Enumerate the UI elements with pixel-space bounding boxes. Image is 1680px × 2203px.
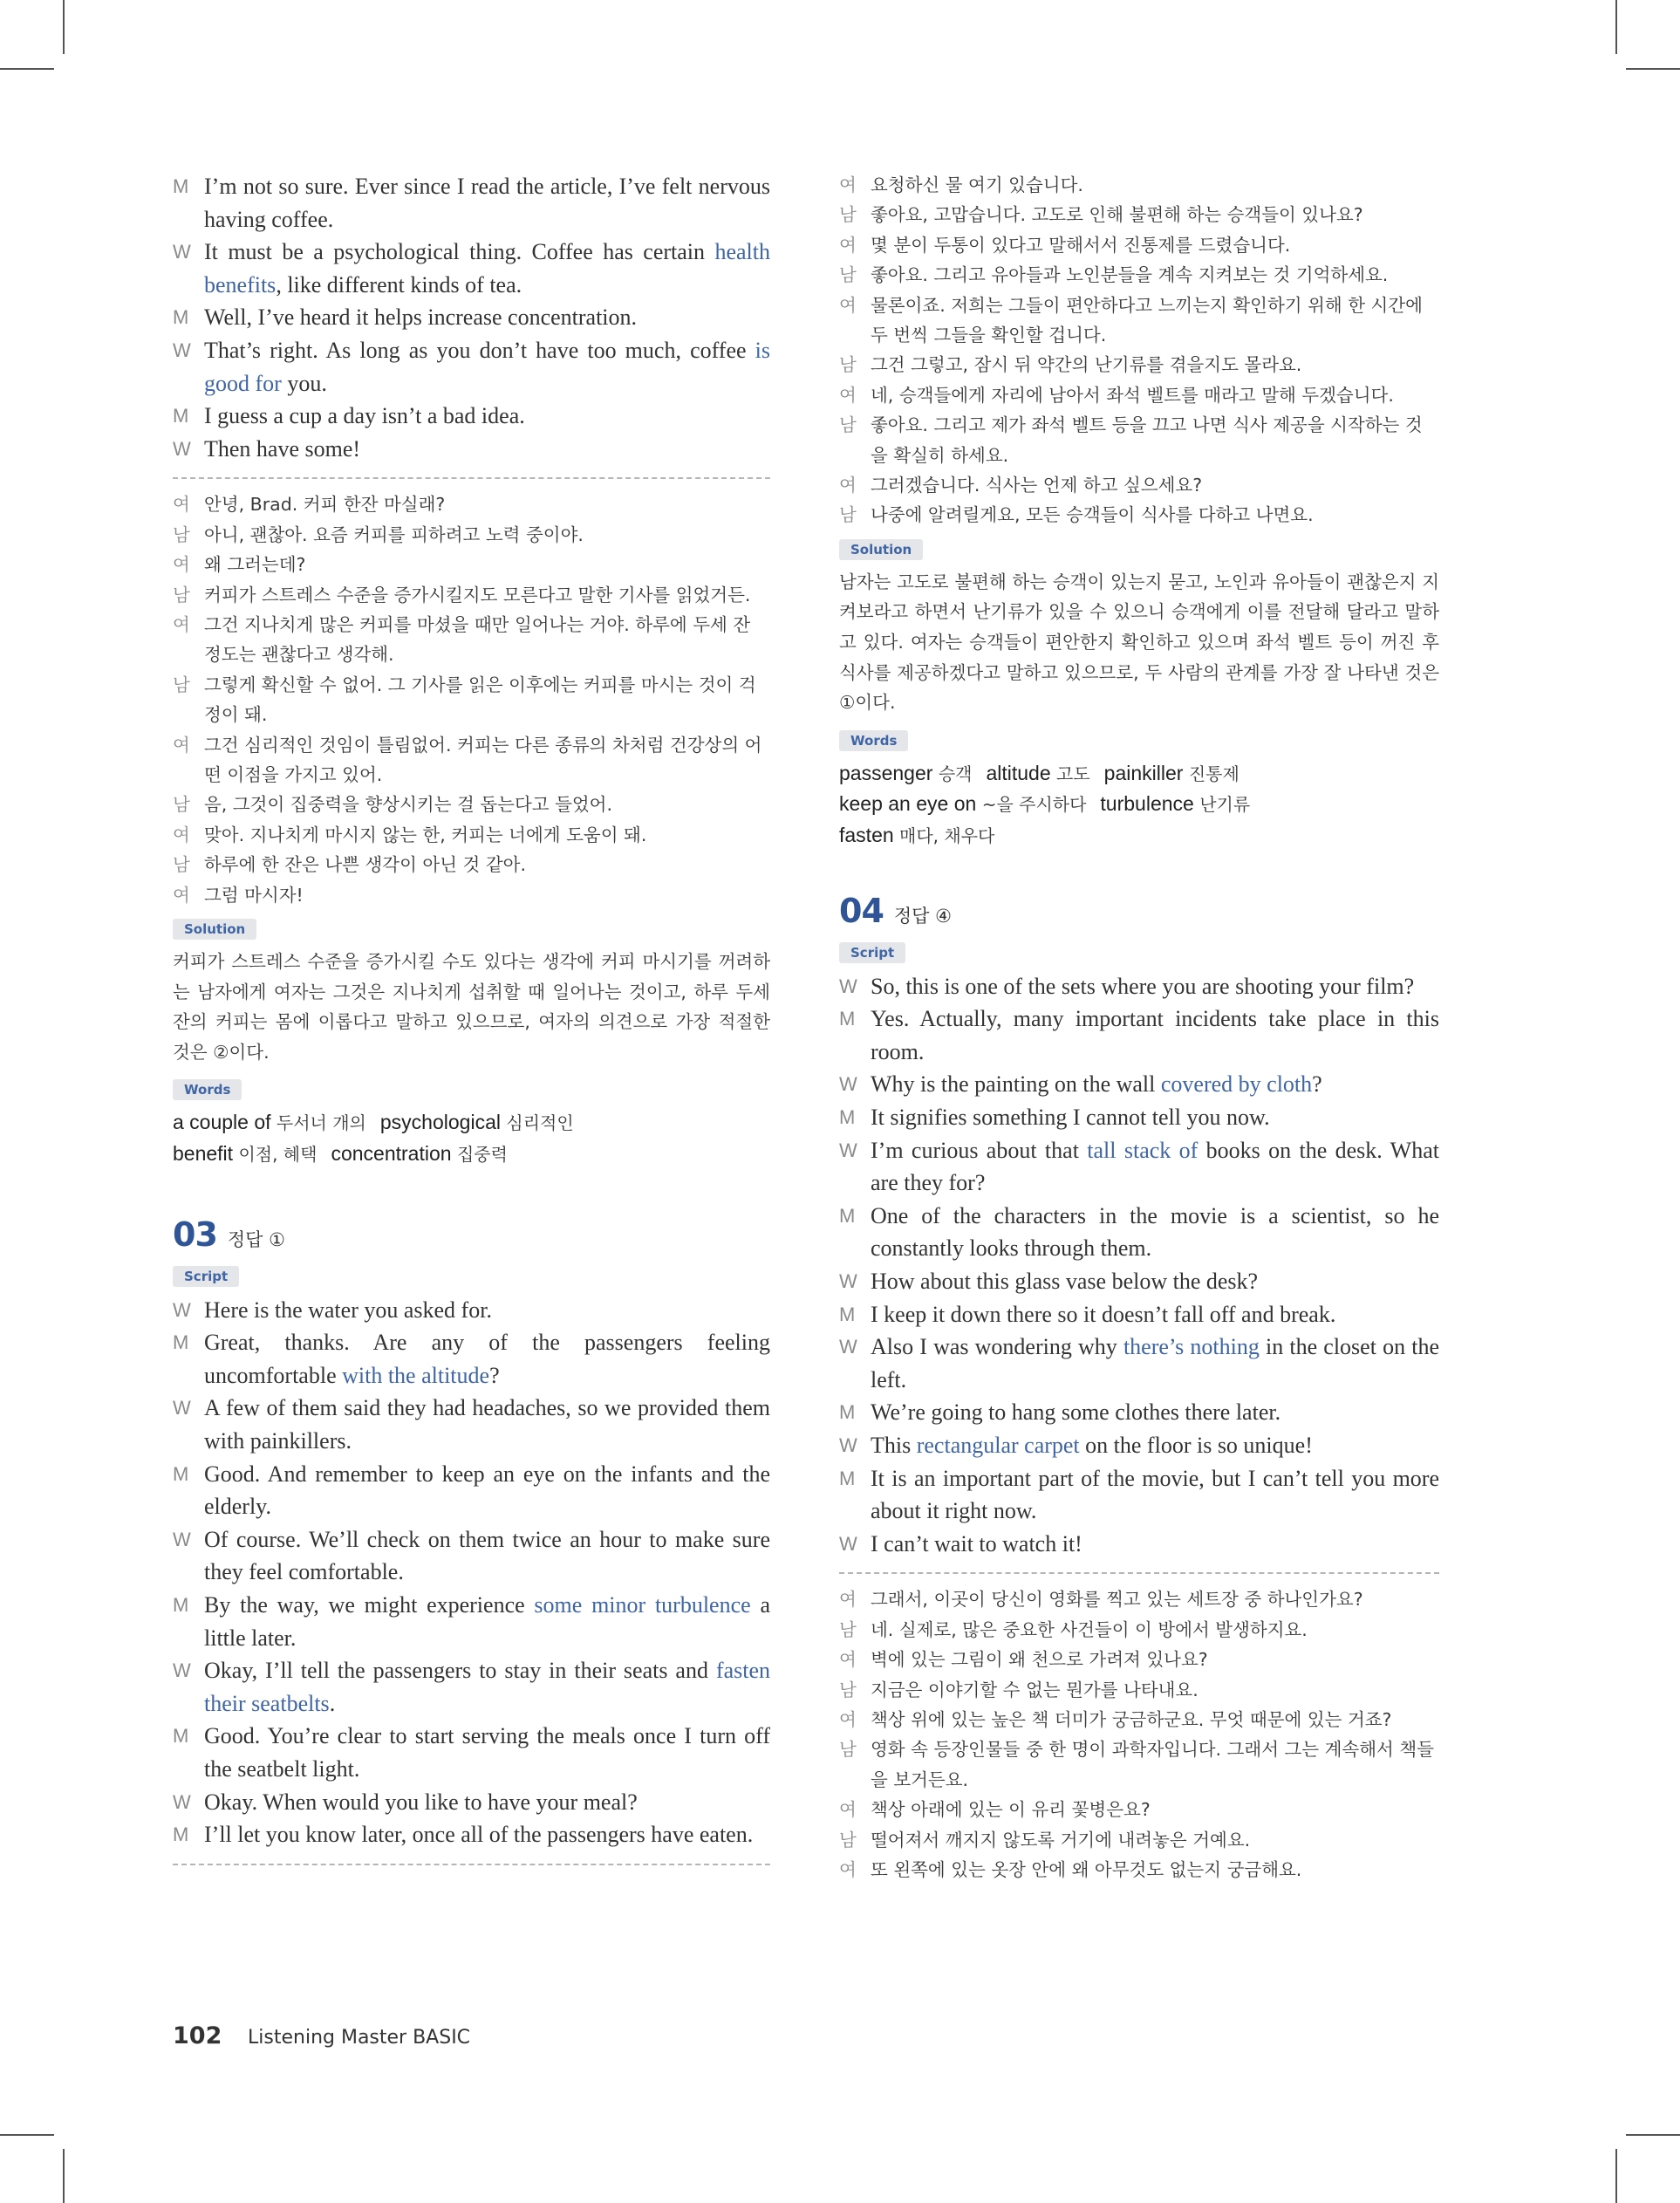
right-column <box>839 170 1439 1885</box>
speaker-label: M <box>839 1467 856 1489</box>
speaker-label: W <box>173 241 191 263</box>
speaker-label: 남 <box>173 794 190 816</box>
crop-mark <box>63 2149 65 2203</box>
translation-text: 좋아요, 고맙습니다. 고도로 인해 불편해 하는 승객들이 있나요? <box>871 204 1363 226</box>
text-segment: books on the desk. What are they for? <box>871 1137 1439 1196</box>
highlight-phrase: fasten their seatbelts <box>204 1658 770 1716</box>
translation-line <box>173 489 770 519</box>
speaker-label: W <box>839 975 857 997</box>
words-row <box>839 789 1439 820</box>
text-segment: Good. You’re clear to start serving the meals once I turn off the seatbelt light. <box>204 1723 770 1782</box>
text-segment: . <box>329 1690 336 1716</box>
speaker-label: 여 <box>173 494 190 516</box>
word-ko: 매다, 채우다 <box>899 825 995 847</box>
script-line <box>173 1720 770 1785</box>
speaker-label: 남 <box>173 674 190 695</box>
speaker-label: 여 <box>173 734 190 756</box>
translation-line <box>173 520 770 550</box>
script-line <box>839 1396 1439 1429</box>
translation-text: 좋아요. 그리고 제가 좌석 벨트 등을 끄고 나면 식사 제공을 시작하는 것을 확실히 하세요. <box>871 414 1423 466</box>
translation-line <box>839 1675 1439 1705</box>
speaker-label: M <box>839 1204 856 1227</box>
text-segment: It is an important part of the movie, but I can’t tell you more about it right now. <box>871 1465 1439 1524</box>
word-en: fasten <box>839 824 894 847</box>
script-continuation <box>173 170 770 465</box>
speaker-label: W <box>173 437 191 460</box>
text-segment: Also I was wondering why <box>871 1334 1123 1360</box>
translation-text: 왜 그러는데? <box>204 554 306 576</box>
speaker-label: 여 <box>839 174 857 195</box>
speaker-label: M <box>173 1462 189 1485</box>
word-ko: 심리적인 <box>506 1112 574 1134</box>
speaker-label: W <box>839 1433 857 1456</box>
speaker-label: 여 <box>839 1649 857 1671</box>
script-text <box>204 1523 770 1589</box>
text-segment: A few of them said they had headaches, so we provided them with painkillers. <box>204 1395 770 1454</box>
text-segment: I keep it down there so it doesn’t fall off and break. <box>871 1301 1336 1327</box>
translation-line <box>839 260 1439 290</box>
speaker-label: 여 <box>839 384 857 406</box>
text-segment: Then have some! <box>204 435 361 462</box>
script-line <box>173 334 770 400</box>
script-text <box>204 170 770 236</box>
translation-line <box>839 230 1439 260</box>
highlight-phrase: rectangular carpet <box>916 1432 1080 1458</box>
script-line <box>839 1429 1439 1462</box>
words-row <box>839 758 1439 790</box>
translation-text: 그렇게 확신할 수 없어. 그 기사를 읽은 이후에는 커피를 마시는 것이 걱정이 돼. <box>204 674 756 726</box>
translation-line <box>839 380 1439 410</box>
script-line <box>173 1589 770 1654</box>
speaker-label: 여 <box>839 234 857 256</box>
left-column <box>173 170 770 1876</box>
highlight-phrase: some minor turbulence <box>534 1591 751 1618</box>
solution-text: 커피가 스트레스 수준을 증가시킬 수도 있다는 생각에 커피 마시기를 꺼려하는 남자에게 여자는 그것은 지나치게 섭취할 때 일어나는 것이고, 하루 두세 잔의 커피는 몸에 이롭다고 말하고 있으므로, 여자의 의견으로 가장 적절한 것은 ②이다. <box>173 951 770 1063</box>
script-line <box>839 1101 1439 1134</box>
text-segment: This <box>871 1432 917 1458</box>
script-line <box>839 1331 1439 1396</box>
page-footer <box>173 2022 470 2049</box>
solution-text: 남자는 고도로 불편해 하는 승객이 있는지 묻고, 노인과 유아들이 괜찮은지 지켜보라고 하면서 난기류가 있을 수 있으니 승객에게 이를 전달해 달라고 말하고 있다. 여자는 승객들이 편안한지 확인하고 있으며 좌석 벨트 등이 꺼진 후 식사를 제공하겠다고 말하고 있으므로, 두 사람의 관계를 가장 잘 나타낸 것은 ①이다. <box>839 571 1439 714</box>
script-line <box>173 1818 770 1851</box>
translation-line <box>839 1855 1439 1885</box>
speaker-label: W <box>173 1528 191 1550</box>
translation-line <box>839 1584 1439 1614</box>
speaker-label: 남 <box>839 1739 857 1761</box>
crop-mark <box>0 68 54 70</box>
script-line <box>173 301 770 334</box>
translation-text: 안녕, Brad. 커피 한잔 마실래? <box>204 494 446 516</box>
words-row <box>173 1139 770 1170</box>
word-en: painkiller <box>1103 761 1184 784</box>
script-badge: Script <box>173 1266 239 1287</box>
translation-line <box>839 200 1439 229</box>
script-text <box>204 1326 770 1392</box>
text-segment: ? <box>489 1362 500 1388</box>
highlight-phrase: is good for <box>204 337 770 396</box>
word-ko: 이점, 혜택 <box>238 1144 318 1165</box>
text-segment: I’m curious about that <box>871 1137 1088 1163</box>
translation-text: 아니, 괜찮아. 요즘 커피를 피하려고 노력 중이야. <box>204 523 584 545</box>
speaker-label: W <box>173 339 191 361</box>
translation-text: 벽에 있는 그림이 왜 천으로 가려져 있나요? <box>871 1649 1208 1671</box>
speaker-label: 남 <box>839 1829 857 1851</box>
crop-mark <box>1626 2134 1680 2136</box>
script-line <box>839 1462 1439 1528</box>
words-list <box>173 1107 770 1169</box>
speaker-label: 남 <box>173 584 190 605</box>
script-text <box>871 970 1439 1003</box>
book-title: Listening Master BASIC <box>248 2027 471 2049</box>
script-text <box>871 1134 1439 1200</box>
text-segment: ? <box>1312 1071 1322 1098</box>
speaker-label: W <box>173 1298 191 1321</box>
solution-badge: Solution <box>173 919 256 940</box>
speaker-label: M <box>173 1593 189 1616</box>
translation-line <box>173 580 770 610</box>
script-line <box>173 1326 770 1392</box>
script-text <box>204 1720 770 1785</box>
speaker-label: W <box>839 1532 857 1555</box>
text-segment: It signifies something I cannot tell you now. <box>871 1105 1270 1130</box>
script-text <box>204 400 770 433</box>
highlight-phrase: there’s nothing <box>1123 1334 1260 1360</box>
script-text <box>204 1654 770 1720</box>
page-number: 102 <box>173 2022 222 2049</box>
crop-mark <box>1626 68 1680 70</box>
highlight-phrase: tall stack of <box>1087 1137 1199 1163</box>
speaker-label: 남 <box>839 264 857 286</box>
text-segment: It must be a psychological thing. Coffee has certain <box>204 239 715 265</box>
divider <box>839 1572 1439 1574</box>
speaker-label: 남 <box>839 1679 857 1700</box>
script-line <box>173 1654 770 1720</box>
translation-text: 떨어져서 깨지지 않도록 거기에 내려놓은 거예요. <box>871 1829 1251 1851</box>
speaker-label: W <box>839 1269 857 1292</box>
text-segment: That’s right. As long as you don’t have too much, coffee <box>204 337 755 363</box>
speaker-label: 여 <box>839 294 857 316</box>
script-text <box>871 1068 1439 1101</box>
text-segment: By the way, we might experience <box>204 1591 535 1618</box>
word-ko: 집중력 <box>456 1144 508 1165</box>
translation-line <box>839 470 1439 500</box>
translation-line <box>173 670 770 730</box>
text-segment: I’ll let you know later, once all of the passengers have eaten. <box>204 1822 754 1848</box>
translation-text: 물론이죠. 저희는 그들이 편안하다고 느끼는지 확인하기 위해 한 시간에 두 번씩 그들을 확인할 겁니다. <box>871 294 1423 346</box>
script-text <box>204 1786 770 1819</box>
crop-mark <box>1615 0 1617 54</box>
word-en: a couple of <box>173 1111 271 1134</box>
translation-line <box>173 820 770 850</box>
translation-text: 좋아요. 그리고 유아들과 노인분들을 계속 지켜보는 것 기억하세요. <box>871 264 1389 286</box>
script-text <box>871 1396 1439 1429</box>
translation-text: 커피가 스트레스 수준을 증가시킬지도 모른다고 말한 기사를 읽었거든. <box>204 584 751 605</box>
script-text <box>871 1101 1439 1134</box>
translation-text: 그건 그렇고, 잠시 뒤 약간의 난기류를 겪을지도 몰라요. <box>871 354 1302 376</box>
speaker-label: M <box>173 1823 189 1846</box>
words-row <box>839 820 1439 852</box>
speaker-label: 남 <box>839 1618 857 1640</box>
script-text <box>204 236 770 301</box>
text-segment: I guess a cup a day isn’t a bad idea. <box>204 403 525 429</box>
script-badge: Script <box>839 942 905 963</box>
translation-text: 음, 그것이 집중력을 향상시키는 걸 돕는다고 들었어. <box>204 794 612 816</box>
text-segment: Why is the painting on the wall <box>871 1071 1161 1098</box>
translation-block <box>173 489 770 910</box>
translation-text: 그래서, 이곳이 당신이 영화를 찍고 있는 세트장 중 하나인가요? <box>871 1589 1363 1611</box>
speaker-label: W <box>173 1397 191 1420</box>
translation-text: 몇 분이 두통이 있다고 말해서서 진통제를 드렸습니다. <box>871 234 1291 256</box>
translation-text: 맞아. 지나치게 마시지 않는 한, 커피는 너에게 도움이 돼. <box>204 824 647 845</box>
script-text <box>204 1818 770 1851</box>
translation-block <box>839 1584 1439 1885</box>
script-line <box>839 1200 1439 1265</box>
word-ko: 진통제 <box>1188 763 1240 784</box>
speaker-label: 남 <box>839 504 857 526</box>
script-text <box>871 1200 1439 1265</box>
speaker-label: W <box>173 1790 191 1813</box>
words-badge: Words <box>839 730 908 751</box>
translation-text: 나중에 알려릴게요, 모든 승객들이 식사를 다하고 나면요. <box>871 504 1314 526</box>
text-segment: Of course. We’ll check on them twice an hour to make sure they feel comfortable. <box>204 1526 770 1585</box>
translation-line <box>173 730 770 790</box>
script-line <box>839 970 1439 1003</box>
speaker-label: M <box>839 1008 856 1030</box>
word-ko: 난기류 <box>1199 794 1251 816</box>
script-line <box>839 1528 1439 1561</box>
speaker-label: 여 <box>839 475 857 496</box>
translation-text: 네. 실제로, 많은 중요한 사건들이 이 방에서 발생하지요. <box>871 1618 1308 1640</box>
crop-mark <box>1615 2149 1617 2203</box>
text-segment: How about this glass vase below the desk? <box>871 1268 1259 1294</box>
translation-line <box>839 170 1439 200</box>
text-segment: , like different kinds of tea. <box>276 271 522 298</box>
word-ko: 승객 <box>938 763 973 784</box>
translation-line <box>839 500 1439 530</box>
speaker-label: 여 <box>839 1589 857 1611</box>
speaker-label: M <box>173 306 189 329</box>
highlight-phrase: covered by cloth <box>1160 1071 1313 1098</box>
translation-line <box>839 291 1439 351</box>
script-block <box>839 970 1439 1561</box>
word-en: keep an eye on <box>839 792 977 816</box>
speaker-label: 남 <box>173 523 190 545</box>
translation-line <box>173 550 770 579</box>
speaker-label: W <box>839 1336 857 1358</box>
script-text <box>204 334 770 400</box>
script-line <box>839 1002 1439 1068</box>
word-ko: 고도 <box>1056 763 1090 784</box>
speaker-label: 여 <box>839 1858 857 1880</box>
script-line <box>173 1294 770 1327</box>
word-en: turbulence <box>1100 792 1194 816</box>
script-text <box>871 1429 1439 1462</box>
speaker-label: M <box>173 1331 189 1354</box>
text-segment: I’m not so sure. Ever since I read the article, I’ve felt nervous having coffee. <box>204 174 770 232</box>
script-text <box>871 1265 1439 1298</box>
script-text <box>204 1294 770 1327</box>
script-line <box>173 1458 770 1523</box>
speaker-label: M <box>839 1303 856 1325</box>
translation-line <box>839 1795 1439 1824</box>
translation-line <box>839 1645 1439 1674</box>
translation-text: 그럼 마시자! <box>204 884 304 906</box>
translation-line <box>173 880 770 910</box>
translation-line <box>839 1825 1439 1855</box>
translation-text: 네, 승객들에게 자리에 남아서 좌석 벨트를 매라고 말해 두겠습니다. <box>871 384 1394 406</box>
speaker-label: M <box>839 1401 856 1424</box>
script-line <box>173 1523 770 1589</box>
translation-text: 책상 위에 있는 높은 책 더미가 궁금하군요. 무엇 때문에 있는 거죠? <box>871 1708 1392 1730</box>
highlight-phrase: with the altitude <box>342 1362 490 1388</box>
text-segment: Okay, I’ll tell the passengers to stay in their seats and <box>204 1658 716 1684</box>
translation-line <box>173 610 770 670</box>
speaker-label: 남 <box>839 354 857 376</box>
text-segment: Here is the water you asked for. <box>204 1296 492 1323</box>
script-line <box>173 400 770 433</box>
script-text <box>871 1331 1439 1396</box>
speaker-label: M <box>839 1106 856 1128</box>
script-line <box>839 1298 1439 1331</box>
speaker-label: 여 <box>839 1799 857 1821</box>
text-segment: One of the characters in the movie is a scientist, so he constantly looks through them. <box>871 1202 1439 1262</box>
script-text <box>871 1298 1439 1331</box>
script-line <box>173 433 770 466</box>
speaker-label: 여 <box>173 554 190 576</box>
text-segment: Good. And remember to keep an eye on the infants and the elderly. <box>204 1461 770 1520</box>
script-text <box>204 1458 770 1523</box>
answer-label: 정답 ④ <box>893 905 952 927</box>
divider <box>173 477 770 479</box>
script-line <box>173 236 770 301</box>
script-line <box>173 170 770 236</box>
script-text <box>204 1392 770 1457</box>
translation-line <box>173 850 770 879</box>
text-segment: So, this is one of the sets where you are shooting your film? <box>871 973 1415 999</box>
speaker-label: 남 <box>839 204 857 226</box>
translation-line <box>839 1734 1439 1795</box>
script-line <box>173 1786 770 1819</box>
text-segment: Well, I’ve heard it helps increase concentration. <box>204 304 638 331</box>
translation-line <box>173 790 770 819</box>
divider <box>173 1864 770 1865</box>
translation-block <box>839 170 1439 530</box>
word-en: benefit <box>173 1142 234 1165</box>
speaker-label: 여 <box>839 1708 857 1730</box>
translation-line <box>839 350 1439 380</box>
text-segment: a little later. <box>204 1591 770 1651</box>
translation-text: 요청하신 물 여기 있습니다. <box>871 174 1083 195</box>
speaker-label: M <box>173 405 189 428</box>
text-segment: Okay. When would you like to have your meal? <box>204 1789 638 1815</box>
script-line <box>839 1265 1439 1298</box>
solution-badge: Solution <box>839 539 923 560</box>
speaker-label: 여 <box>173 613 190 635</box>
text-segment: Great, thanks. Are any of the passengers feeling uncomfortable <box>204 1330 770 1388</box>
script-line <box>173 1392 770 1457</box>
script-text <box>871 1528 1439 1561</box>
script-text <box>871 1002 1439 1068</box>
script-text <box>204 433 770 466</box>
word-en: altitude <box>986 761 1051 784</box>
script-block <box>173 1294 770 1851</box>
speaker-label: 여 <box>173 824 190 845</box>
translation-text: 그러겠습니다. 식사는 언제 하고 싶으세요? <box>871 475 1203 496</box>
translation-text: 또 왼쪽에 있는 옷장 안에 왜 아무것도 없는지 궁금해요. <box>871 1858 1302 1880</box>
speaker-label: M <box>173 175 189 197</box>
translation-text: 그건 지나치게 많은 커피를 마셨을 때만 일어나는 거야. 하루에 두세 잔 정도는 괜찮다고 생각해. <box>204 613 751 666</box>
script-line <box>839 1068 1439 1101</box>
speaker-label: M <box>173 1725 189 1748</box>
question-header <box>839 892 1439 930</box>
translation-text: 하루에 한 잔은 나쁜 생각이 아닌 것 같아. <box>204 854 526 876</box>
crop-mark <box>63 0 65 54</box>
text-segment: you. <box>281 370 327 396</box>
translation-line <box>839 410 1439 470</box>
translation-text: 책상 아래에 있는 이 유리 꽃병은요? <box>871 1799 1151 1821</box>
speaker-label: 남 <box>839 414 857 436</box>
script-text <box>871 1462 1439 1528</box>
words-row <box>173 1107 770 1139</box>
words-badge: Words <box>173 1079 242 1100</box>
word-en: psychological <box>379 1111 501 1134</box>
translation-text: 지금은 이야기할 수 없는 뭔가를 나타내요. <box>871 1679 1199 1700</box>
speaker-label: W <box>173 1659 191 1682</box>
question-header <box>173 1215 770 1254</box>
word-en: passenger <box>839 761 933 784</box>
words-list <box>839 758 1439 852</box>
speaker-label: 여 <box>173 884 190 906</box>
text-segment: Yes. Actually, many important incidents take place in this room. <box>871 1006 1439 1064</box>
question-number: 04 <box>839 891 884 930</box>
answer-label: 정답 ① <box>227 1228 285 1250</box>
text-segment: in the closet on the left. <box>871 1334 1439 1392</box>
translation-line <box>839 1705 1439 1734</box>
translation-line <box>839 1615 1439 1645</box>
text-segment: I can’t wait to watch it! <box>871 1530 1082 1556</box>
translation-text: 그건 심리적인 것임이 틀림없어. 커피는 다른 종류의 차처럼 건강상의 어떤 이점을 가지고 있어. <box>204 734 762 785</box>
word-ko: 두서너 개의 <box>276 1112 366 1134</box>
word-en: concentration <box>331 1142 452 1165</box>
crop-mark <box>0 2134 54 2136</box>
text-segment: We’re going to hang some clothes there later. <box>871 1399 1281 1426</box>
speaker-label: 남 <box>173 854 190 876</box>
highlight-phrase: health benefits <box>204 239 770 298</box>
speaker-label: W <box>839 1139 857 1161</box>
translation-text: 영화 속 등장인물들 중 한 명이 과학자입니다. 그래서 그는 계속해서 책들을 보거든요. <box>871 1739 1434 1790</box>
question-number: 03 <box>173 1214 217 1254</box>
script-line <box>839 1134 1439 1200</box>
text-segment: on the floor is so unique! <box>1079 1432 1313 1458</box>
script-text <box>204 301 770 334</box>
script-text <box>204 1589 770 1654</box>
word-ko: ~을 주시하다 <box>981 794 1087 816</box>
speaker-label: W <box>839 1073 857 1096</box>
